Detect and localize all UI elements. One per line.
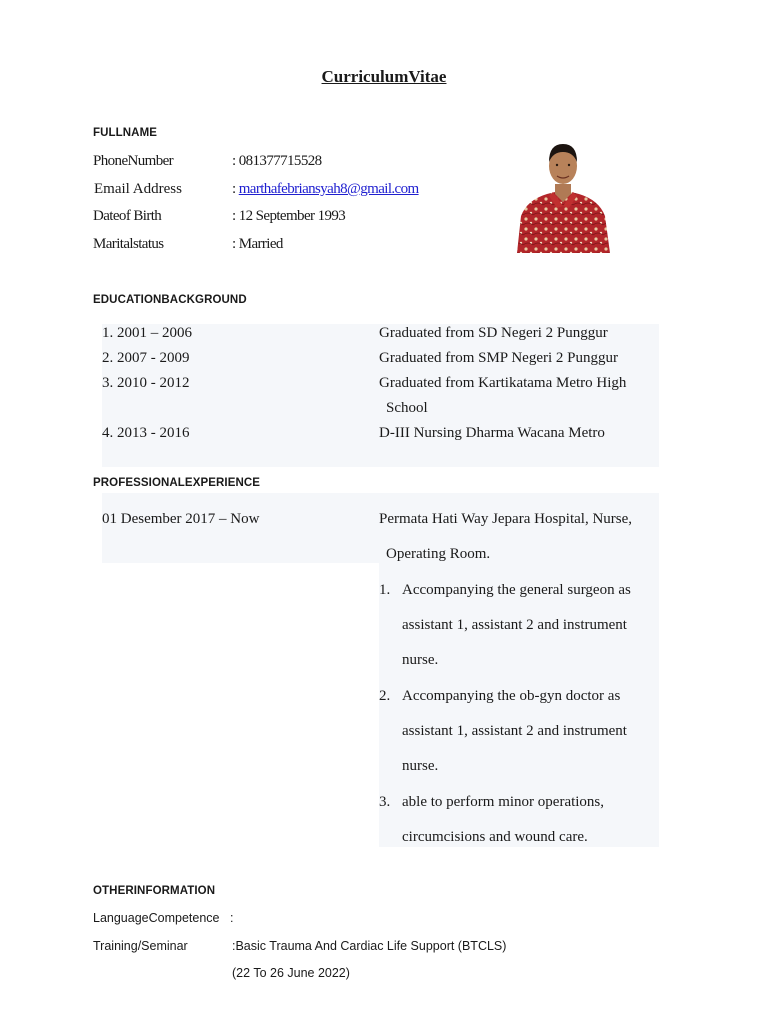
phone-value: : 081377715528 (232, 153, 322, 169)
education-years-3: 3. 2010 - 2012 (102, 375, 190, 391)
education-desc-4: D-III Nursing Dharma Wacana Metro (379, 425, 605, 441)
training-label: Training/Seminar (93, 939, 188, 953)
duty-2-line-3: nurse. (402, 758, 439, 774)
education-desc-2: Graduated from SMP Negeri 2 Punggur (379, 350, 618, 366)
duty-2-line-1: Accompanying the ob-gyn doctor as (402, 688, 621, 704)
language-value: : (230, 911, 234, 925)
experience-period: 01 Desember 2017 – Now (102, 511, 260, 527)
duty-3-line-1: able to perform minor operations, (402, 794, 605, 810)
phone-label: PhoneNumber (93, 153, 174, 169)
education-years-2: 2. 2007 - 2009 (102, 350, 190, 366)
duty-2-line-2: assistant 1, assistant 2 and instrument (402, 723, 627, 739)
email-link[interactable]: marthafebriansyah8@gmail.com (238, 181, 419, 197)
dob-value: : 12 September 1993 (232, 208, 346, 224)
duty-1-line-3: nurse. (402, 652, 439, 668)
education-desc-1: Graduated from SD Negeri 2 Punggur (379, 325, 608, 341)
profile-photo (513, 136, 613, 253)
education-heading: EDUCATIONBACKGROUND (93, 294, 247, 306)
experience-role: Operating Room. (386, 546, 491, 562)
experience-table-top (102, 493, 659, 563)
duty-3-line-2: circumcisions and wound care. (402, 829, 588, 845)
duty-1-line-1: Accompanying the general surgeon as (402, 582, 631, 598)
person-photo-icon (513, 136, 613, 253)
duty-1-line-2: assistant 1, assistant 2 and instrument (402, 617, 627, 633)
document-title: CurriculumVitae (321, 67, 447, 86)
education-table (102, 324, 659, 467)
marital-value: : Married (232, 236, 283, 252)
education-years-4: 4. 2013 - 2016 (102, 425, 190, 441)
fullname-heading: FULLNAME (93, 127, 158, 139)
education-years-1: 1. 2001 – 2006 (102, 325, 192, 341)
training-date: (22 To 26 June 2022) (232, 966, 350, 980)
email-label: Email Address (94, 181, 182, 197)
experience-heading: PROFESSIONALEXPERIENCE (93, 477, 261, 489)
marital-label: Maritalstatus (93, 236, 164, 252)
language-label: LanguageCompetence (93, 911, 220, 925)
duty-number-3: 3. (379, 794, 391, 810)
email-value (232, 181, 419, 198)
education-desc-3-cont: School (386, 400, 428, 416)
email-prefix: : (232, 181, 239, 197)
duty-number-1: 1. (379, 582, 391, 598)
dob-label: Dateof Birth (93, 208, 162, 224)
education-desc-3: Graduated from Kartikatama Metro High (379, 375, 627, 391)
other-heading: OTHERINFORMATION (93, 885, 216, 897)
experience-place: Permata Hati Way Jepara Hospital, Nurse, (379, 511, 633, 527)
duty-number-2: 2. (379, 688, 391, 704)
training-value: :Basic Trauma And Cardiac Life Support (BTCLS) (232, 939, 507, 953)
